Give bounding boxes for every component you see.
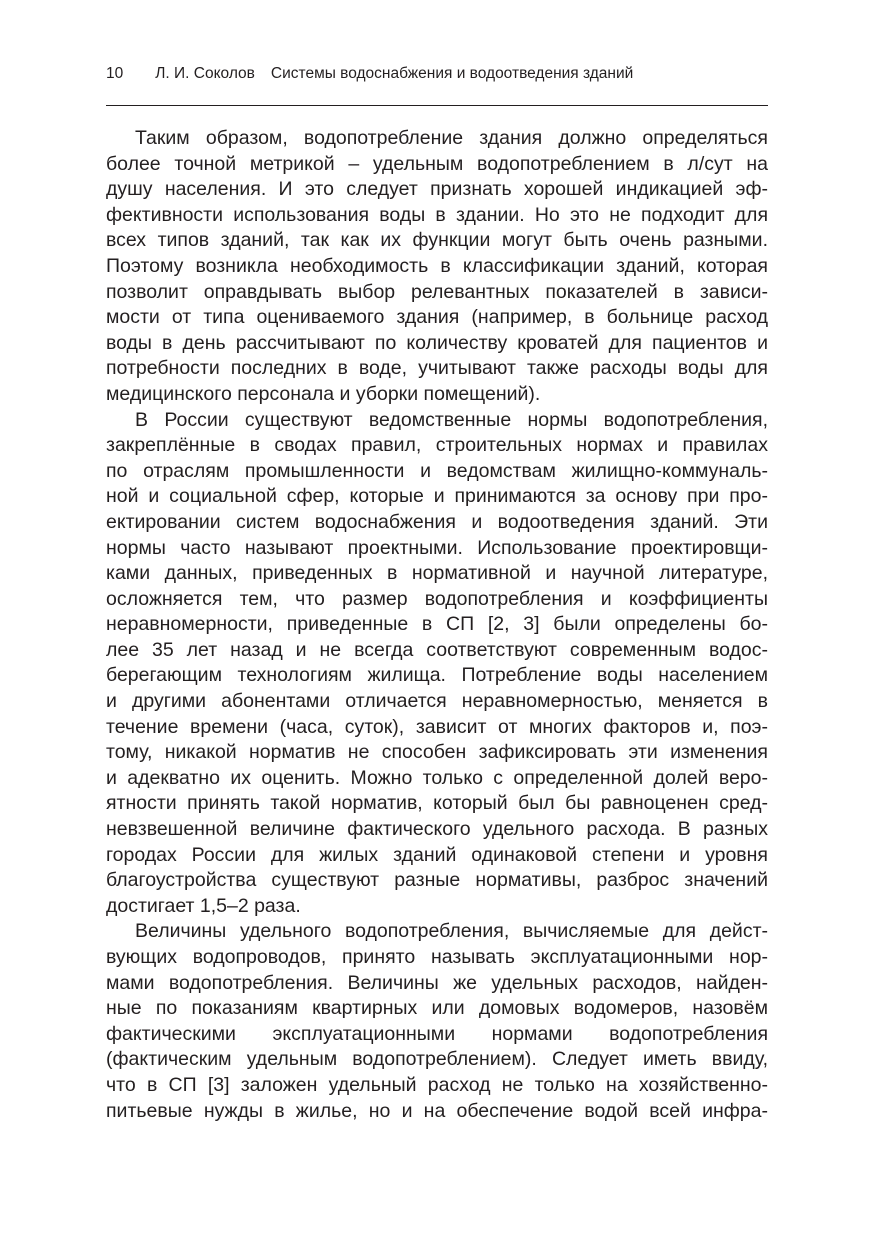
text-line: по отраслям промышленности и ведомствам жилищно-коммуналь-	[106, 459, 768, 482]
text-line: фактическими эксплуатационными нормами водопотребления	[106, 1022, 768, 1045]
header-title: Системы водоснабжения и водоотведения зданий	[270, 65, 634, 82]
text-line: В России существуют ведомственные нормы водопотребления,	[135, 408, 768, 431]
text-line: лее 35 лет назад и не всегда соответствуют современным водос-	[106, 638, 768, 661]
text-line: неравномерности, приведенные в СП [2, 3] были определены бо-	[106, 613, 768, 636]
page-number: 10	[106, 65, 124, 82]
running-header	[106, 64, 768, 86]
text-line: душу населения. И это следует признать хорошей индикацией эф-	[106, 178, 768, 201]
paragraph	[106, 126, 768, 408]
text-line: ные по показаниям квартирных или домовых водомеров, назовём	[106, 997, 768, 1020]
text-line: всех типов зданий, так как их функции могут быть очень разными.	[106, 229, 768, 252]
text-line: позволит оправдывать выбор релевантных показателей в зависи-	[106, 280, 768, 303]
header-author: Л. И. Соколов	[155, 65, 255, 82]
text-line: осложняется тем, что размер водопотребления и коэффициенты	[106, 587, 768, 610]
text-line: медицинского персонала и уборки помещений).	[106, 382, 541, 405]
text-line: достигает 1,5–2 раза.	[106, 894, 301, 917]
text-line: ной и социальной сфер, которые и принимаются за основу при про-	[106, 485, 768, 508]
text-line: закреплённые в сводах правил, строительных нормах и правилах	[106, 434, 768, 457]
text-line: и адекватно их оценить. Можно только с определенной долей веро-	[106, 766, 768, 789]
text-line: Таким образом, водопотребление здания должно определяться	[135, 127, 768, 149]
text-line: городах России для жилых зданий одинаковой степени и уровня	[106, 843, 768, 866]
text-line: благоустройства существуют разные нормативы, разброс значений	[106, 869, 768, 892]
header-divider	[106, 105, 768, 106]
text-line: (фактическим удельным водопотреблением). Следует иметь ввиду,	[106, 1048, 768, 1071]
text-line: мости от типа оцениваемого здания (например, в больнице расход	[106, 306, 768, 329]
text-line: ками данных, приведенных в нормативной и научной литературе,	[106, 562, 768, 585]
text-line: вующих водопроводов, принято называть эксплуатационными нор-	[106, 946, 768, 968]
text-line: питьевые нужды в жилье, но и на обеспечение водой всей инфра-	[106, 1099, 768, 1122]
body-text	[106, 126, 768, 1124]
text-line: нормы часто называют проектными. Использование проектировщи-	[106, 536, 768, 559]
text-line: тому, никакой норматив не способен зафиксировать эти изменения	[106, 741, 768, 764]
text-line: Поэтому возникла необходимость в классификации зданий, которая	[106, 254, 768, 277]
text-line: течение времени (часа, суток), зависит от многих факторов и, поэ-	[106, 715, 768, 738]
text-line: берегающим технологиям жилища. Потребление воды населением	[106, 664, 768, 687]
text-line: воды в день рассчитывают по количеству кроватей для пациентов и	[106, 331, 768, 354]
text-line: более точной метрикой – удельным водопотреблением в л/сут на	[106, 152, 768, 175]
text-line: ятности принять такой норматив, который был бы равноценен сред-	[106, 792, 768, 815]
text-line: что в СП [3] заложен удельный расход не только на хозяйственно-	[106, 1073, 768, 1096]
text-line: ектировании систем водоснабжения и водоотведения зданий. Эти	[106, 510, 768, 533]
text-line: и другими абонентами отличается неравномерностью, меняется в	[106, 690, 768, 713]
paragraph	[106, 408, 768, 920]
text-line: фективности использования воды в здании. Но это не подходит для	[106, 203, 768, 226]
text-line: невзвешенной величине фактического удельного расхода. В разных	[106, 818, 768, 841]
text-line: потребности последних в воде, учитывают также расходы воды для	[106, 357, 768, 380]
text-line: Величины удельного водопотребления, вычисляемые для дейст-	[135, 920, 768, 943]
text-line: мами водопотребления. Величины же удельных расходов, найден-	[106, 971, 768, 994]
paragraph	[106, 919, 768, 1124]
